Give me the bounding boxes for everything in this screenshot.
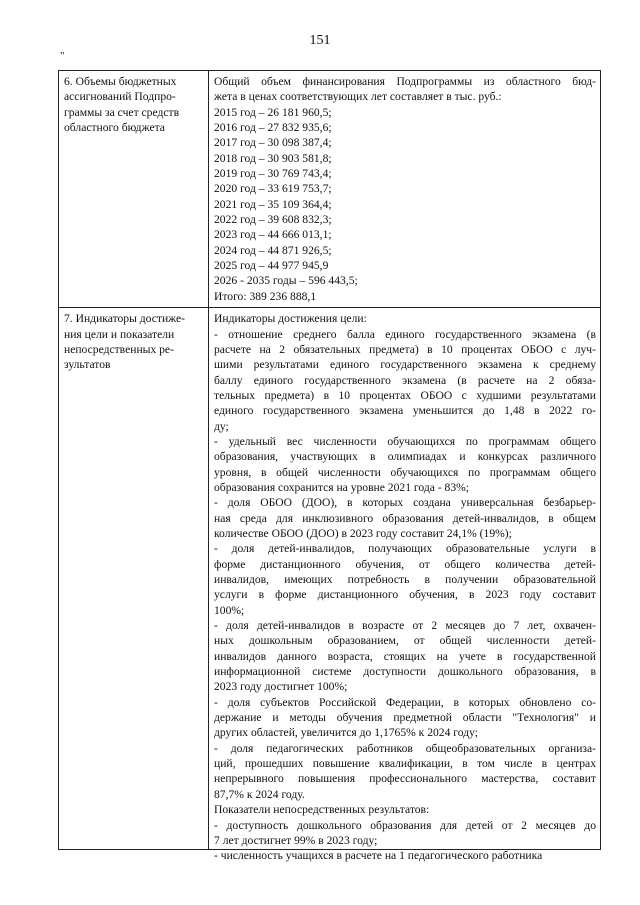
budget-year-line: 2026 - 2035 годы – 596 443,5; (214, 274, 358, 288)
indicator-text-line: - доля детей-инвалидов, получающих образовательные услуги в (214, 542, 596, 556)
budget-year-line: 2025 год – 44 977 945,9 (214, 259, 329, 273)
row-label-indicators (59, 308, 209, 850)
indicator-text-line: ду; (214, 419, 229, 433)
budget-year-line: 2020 год – 33 619 753,7; (214, 182, 332, 196)
indicator-text-line: шими результатами единого государственного экзамена к среднему (214, 358, 596, 372)
indicator-text-line: информационной системе доступности дошкольного образования, в (214, 665, 596, 679)
indicator-text-line: 100%; (214, 603, 245, 617)
budget-intro-line: Общий объем финансирования Подпрограммы из областного бюд- (214, 75, 596, 88)
table-row (59, 71, 601, 308)
indicator-text-line: - доля детей-инвалидов в возрасте от 2 месяцев до 7 лет, охвачен- (214, 619, 596, 633)
indicator-text-line: других областей, увеличится до 1,1765% к 2024 году; (214, 726, 478, 740)
row-label-line: ния цели и показатели (64, 327, 175, 341)
indicator-text-line: - доля субъектов Российской Федерации, в которых обновлено со- (214, 695, 596, 709)
row-label-line: граммы за счет средств (64, 105, 180, 119)
indicator-text-line: 2023 году достигнет 100%; (214, 680, 348, 694)
label-lines (64, 74, 204, 135)
indicator-text-line: образования, участвующих в олимпиадах и конкурсах различного (214, 450, 596, 464)
indicator-text-line: расчете на 2 обязательных предмета) в 10 процентах ОБОО с луч- (214, 342, 596, 356)
indicator-text-line: - доступность дошкольного образования для детей от 2 месяцев до (214, 818, 596, 832)
indicator-text-line: - отношение среднего балла единого государственного экзамена (в (214, 327, 596, 341)
row-label-line: непосредственных ре- (64, 342, 174, 356)
table-row (59, 308, 601, 850)
budget-year-line: 2018 год – 30 903 581,8; (214, 151, 332, 165)
indicator-text-line: инвалидов данного возраста, стоящих на учете в государственной (214, 649, 596, 663)
indicator-text-line: - удельный вес численности обучающихся по программам общего (214, 434, 596, 448)
indicator-text-line: - доля ОБОО (ДОО), в которых создана универсальная безбарьер- (214, 496, 596, 510)
budget-year-line: 2022 год – 39 608 832,3; (214, 213, 332, 227)
budget-year-line: 2023 год – 44 666 013,1; (214, 228, 332, 242)
row-label-line: зультатов (64, 358, 111, 372)
budget-year-line: Итого: 389 236 888,1 (214, 289, 317, 303)
indicator-text-line: ных дошкольным образованием, от общей численности детей- (214, 634, 596, 648)
row-label-line: областного бюджета (64, 121, 165, 135)
row-label-line: 6. Объемы бюджетных (64, 75, 177, 88)
indicator-text-line: инвалидов, имеющих потребность в получении образовательной (214, 573, 596, 586)
budget-intro (214, 74, 596, 105)
indicator-text-line: количестве ОБОО (ДОО) в 2023 году составит 24,1% (19%); (214, 526, 512, 540)
indicator-text-line: образования сохранится на уровне 2021 года - 83%; (214, 480, 469, 494)
indicator-text-line: - доля педагогических работников общеобразовательных организа- (214, 741, 596, 755)
indicator-text-line: 87,7% к 2024 году. (214, 787, 305, 801)
indicator-text-line: услуги в форме дистанционного обучения, в 2023 году составит (214, 588, 596, 602)
row-content-indicators (209, 308, 601, 863)
budget-year-list (214, 105, 596, 304)
indicator-text-line: баллу единого государственного экзамена (в расчете на 2 обяза- (214, 373, 596, 387)
indicator-text-line: - численность учащихся в расчете на 1 педагогического работника (214, 849, 543, 863)
label-lines (64, 311, 204, 372)
indicators-text (214, 311, 596, 863)
indicator-text-line: Показатели непосредственных результатов: (214, 803, 430, 817)
budget-year-line: 2019 год – 30 769 743,4; (214, 167, 332, 181)
indicator-text-line: уровня, в общей численности обучающихся по программам общего (214, 465, 596, 479)
indicator-text-line: тельных предмета) в 10 процентах ОБОО с худшими результатами (214, 388, 596, 402)
row-label-budget (59, 71, 209, 308)
indicator-text-line: Индикаторы достижения цели: (214, 312, 367, 326)
indicator-text-line: 7 лет достигнет 99% в 2023 году; (214, 833, 378, 847)
budget-year-line: 2017 год – 30 098 387,4; (214, 136, 332, 150)
indicator-text-line: держание и методы обучения предметной области "Технология" и (214, 711, 596, 725)
budget-intro-line: жета в ценах соответствующих лет составляет в тыс. руб.: (214, 90, 502, 104)
indicator-text-line: единого государственного экзамена уменьшится до 1,48 в 2022 го- (214, 404, 596, 418)
indicator-text-line: ций, прошедших повышение квалификации, в том числе в центрах (214, 757, 596, 771)
budget-year-line: 2021 год – 35 109 364,4; (214, 197, 332, 211)
budget-year-line: 2016 год – 27 832 935,6; (214, 121, 332, 135)
indicator-text-line: непрерывного повышения профессионального мастерства, составит (214, 772, 596, 786)
row-content-budget (209, 71, 601, 308)
subprogram-passport-table (58, 70, 601, 863)
budget-year-line: 2015 год – 26 181 960,5; (214, 105, 332, 119)
budget-year-line: 2024 год – 44 871 926,5; (214, 243, 332, 257)
page-number: 151 (309, 33, 331, 48)
row-label-line: 7. Индикаторы достиже- (64, 312, 186, 326)
indicator-text-line: форме дистанционного обучения, от общего количества детей- (214, 557, 596, 571)
opening-quote-mark: " (60, 50, 65, 62)
indicator-text-line: ная среда для инклюзивного образования детей-инвалидов, в общем (214, 511, 596, 525)
row-label-line: ассигнований Подпро- (64, 90, 176, 104)
